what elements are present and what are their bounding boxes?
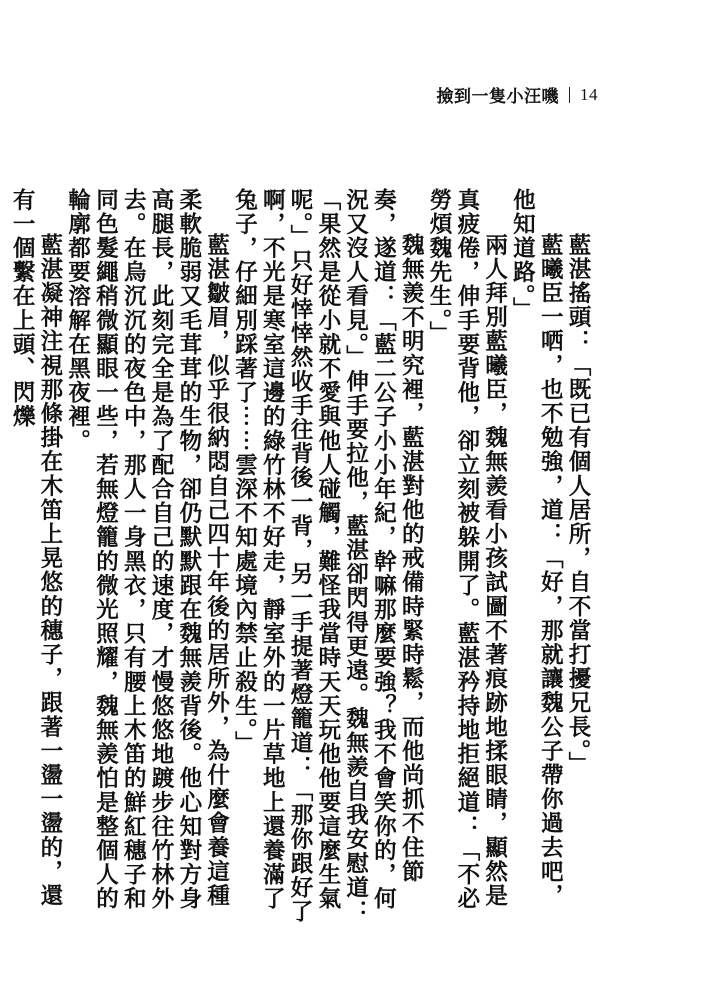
header-divider (569, 87, 570, 103)
paragraph: 藍曦臣一哂，也不勉強，道：「好，那就讓魏公子帶你過去吧，他知道路。」 (509, 188, 564, 908)
running-header (437, 82, 599, 107)
body-text (7, 188, 591, 928)
book-title: 撿到一隻小汪嘰 (436, 87, 559, 107)
paragraph: 藍湛搖頭：「既已有個人居所，自不當打擾兄長。」 (565, 233, 591, 777)
paragraph: 藍湛皺眉，似乎很納悶自己四十年後的居所外，為什麼會養這種柔軟脆弱又毛茸茸的生物，卻仍默默跟在魏無羨背後。他心知對方身高腿長，此刻完全是為了配合自己的速度，才慢悠悠地踱步往竹林外去。在烏沉沉的夜色中，那人一身黑衣，只有腰上木笛的鮮紅穗子和同色髮繩稍微顯眼一些，若無燈籠的微光照耀，魏無羨怕是整個人的輪廓都要溶解在黑夜裡。 (64, 188, 230, 911)
paragraph: 兩人拜別藍曦臣，魏無羨看小孩試圖不著痕跡地揉眼睛，顯然是真疲倦，伸手要背他，卻立刻被躲開了。藍湛矜持地拒絕道：「不必勞煩魏先生。」 (426, 188, 508, 911)
paragraph: 藍湛凝神注視那條掛在木笛上晃悠的穗子，跟著一盪一盪的，還有一個繫在上頭、閃爍 (9, 188, 63, 908)
paragraph: 魏無羨不明究裡，藍湛對他的戒備時緊時鬆，而他尚抓不住節奏，遂道：「藍二公子小小年紀，幹嘛那麼要強？我不會笑你的，何況又沒人看見。」伸手要拉他，藍湛卻閃得更遠。魏無羨自我安慰道：「果然是從小就不愛與他人碰觸，難怪我當時天天玩他他要這麼生氣呢。」只好悻悻然收手往背後一背，另一手提著燈籠道：「那你跟好了啊，不光是寒室這邊的綠竹林不好走，靜室外的一片草地上還養滿了兔子，仔細別踩著了⋯⋯雲深不知處境內禁止殺生。」 (231, 188, 425, 924)
page-number: 14 (580, 84, 598, 104)
